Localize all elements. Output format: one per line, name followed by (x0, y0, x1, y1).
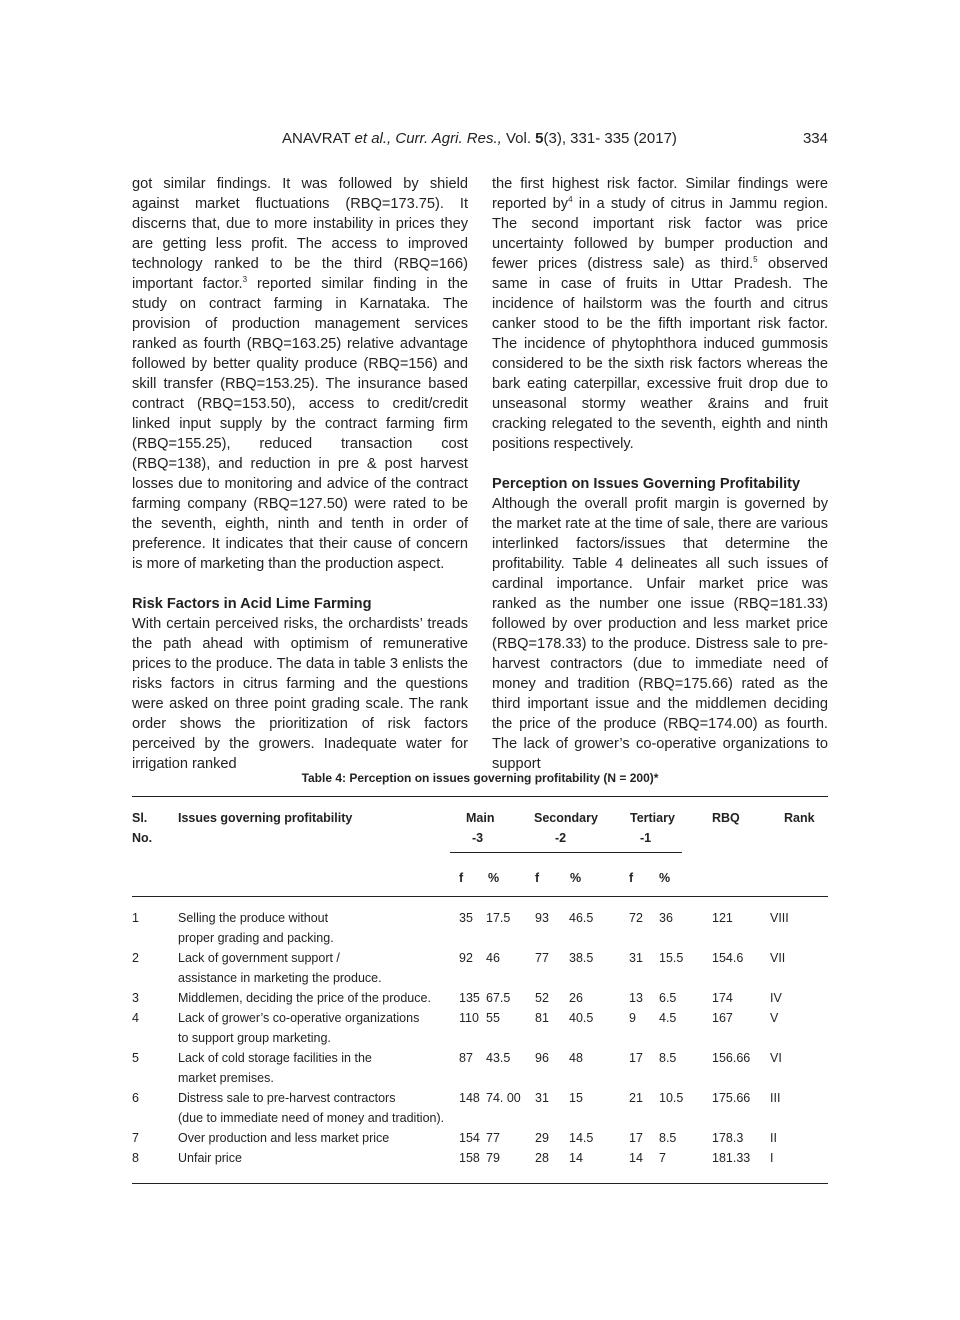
paragraph-gap (132, 574, 468, 594)
header-bottom-rule (132, 896, 828, 897)
row-tertiary-pct: 8.5 (659, 1131, 677, 1145)
row-issue-line: Unfair price (178, 1151, 242, 1165)
row-sl: 6 (132, 1091, 139, 1105)
row-main-f: 35 (459, 911, 473, 925)
row-rank: VII (770, 951, 786, 965)
row-rbq: 181.33 (712, 1151, 751, 1165)
row-sl: 3 (132, 991, 139, 1005)
header-issues: Issues governing profitability (178, 811, 353, 825)
table-top-rule (132, 796, 828, 797)
section-heading-profitability: Perception on Issues Governing Profitability (492, 476, 801, 492)
header-secondary: Secondary (534, 811, 598, 825)
text-run: got similar findings. It was followed by shield against market fluctuations (RBQ=173.75). It discerns that, due to more instability in prices they are getting less profit. The access to improved technology ranked to be the third (RBQ=166) important factor. (132, 176, 468, 292)
row-secondary-f: 52 (535, 991, 549, 1005)
row-secondary-pct: 26 (569, 991, 583, 1005)
row-secondary-pct: 46.5 (569, 911, 594, 925)
page-number: 334 (802, 130, 828, 147)
row-main-f: 135 (459, 991, 480, 1005)
left-paragraph-2: With certain perceived risks, the orchardists’ treads the path ahead with optimism of remunerative prices to the produce. The data in table 3 enlists the risks factors in citrus farming and the questions were asked on three point grading scale. The rank order shows the prioritization of risk factors perceived by the growers. Inadequate water for irrigation ranked (132, 616, 468, 772)
row-tertiary-f: 9 (629, 1011, 636, 1025)
row-tertiary-pct: 7 (659, 1151, 666, 1165)
row-secondary-pct: 14 (569, 1151, 583, 1165)
header-tertiary-pct: % (659, 871, 671, 885)
paragraph-gap (492, 454, 828, 474)
row-main-f: 92 (459, 951, 473, 965)
header-tertiary-f: f (629, 871, 634, 885)
header-sl: Sl. (132, 811, 148, 825)
row-main-f: 154 (459, 1131, 480, 1145)
row-rank: VI (770, 1051, 782, 1065)
row-main-f: 158 (459, 1151, 480, 1165)
row-secondary-pct: 15 (569, 1091, 583, 1105)
text-run: observed same in case of fruits in Uttar Pradesh. The incidence of hailstorm was the fourth and citrus canker stood to be the fifth important risk factor. The incidence of phytophthora induced gummosis considered to be the sixth risk factors whereas the bark eating caterpillar, excessive fruit drop due to unseasonal stormy weather &rains and fruit cracking relegated to the seventh, eighth and ninth positions respectively. (492, 256, 828, 452)
row-secondary-pct: 14.5 (569, 1131, 594, 1145)
right-column (492, 174, 828, 774)
row-rbq: 174 (712, 991, 733, 1005)
text-run: in a study of citrus in Jammu region. The second important risk factor was price uncertainty followed by bumper production and fewer prices (distress sale) as third. (492, 196, 829, 272)
row-secondary-f: 81 (535, 1011, 549, 1025)
text-run: the first highest risk factor. Similar findings were reported by (492, 176, 828, 212)
citation-issue-pages: (3), 331- 335 (2017) (543, 130, 677, 147)
row-issue-line: proper grading and packing. (178, 931, 334, 945)
row-rank: IV (770, 991, 782, 1005)
row-issue-line: Selling the produce without (178, 911, 329, 925)
row-issue-line: market premises. (178, 1071, 274, 1085)
row-secondary-f: 93 (535, 911, 549, 925)
row-tertiary-f: 31 (629, 951, 643, 965)
header-sub-rule (450, 852, 682, 853)
row-issue-line: (due to immediate need of money and tradition). (178, 1111, 445, 1125)
row-rank: II (770, 1131, 777, 1145)
citation-superscript: 4 (568, 195, 573, 205)
row-tertiary-pct: 4.5 (659, 1011, 677, 1025)
header-tertiary-score: -1 (640, 831, 652, 845)
row-sl: 2 (132, 951, 139, 965)
row-main-pct: 46 (486, 951, 500, 965)
journal-citation (282, 129, 677, 149)
row-tertiary-f: 17 (629, 1131, 643, 1145)
row-sl: 5 (132, 1051, 139, 1065)
citation-vol-label: Vol. (501, 130, 536, 147)
row-tertiary-f: 13 (629, 991, 643, 1005)
row-secondary-f: 29 (535, 1131, 549, 1145)
citation-superscript: 5 (753, 255, 758, 265)
table-4 (132, 768, 828, 1165)
row-tertiary-pct: 10.5 (659, 1091, 684, 1105)
row-main-pct: 17.5 (486, 911, 511, 925)
row-secondary-f: 96 (535, 1051, 549, 1065)
row-issue-line: assistance in marketing the produce. (178, 971, 382, 985)
header-main-f: f (459, 871, 464, 885)
row-rbq: 154.6 (712, 951, 744, 965)
row-rbq: 175.66 (712, 1091, 751, 1105)
row-tertiary-f: 14 (629, 1151, 643, 1165)
right-paragraph-1 (492, 174, 828, 454)
header-main-score: -3 (472, 831, 484, 845)
row-issue-line: Distress sale to pre-harvest contractors (178, 1091, 396, 1105)
table-bottom-rule (132, 1183, 828, 1184)
row-main-f: 148 (459, 1091, 480, 1105)
row-rank: V (770, 1011, 779, 1025)
row-main-pct: 67.5 (486, 991, 511, 1005)
row-issue-line: Lack of government support / (178, 951, 340, 965)
header-main: Main (466, 811, 495, 825)
row-tertiary-f: 72 (629, 911, 643, 925)
row-secondary-f: 77 (535, 951, 549, 965)
citation-superscript: 3 (242, 275, 248, 285)
row-sl: 4 (132, 1011, 139, 1025)
header-rbq: RBQ (712, 811, 740, 825)
row-issue-line: Over production and less market price (178, 1131, 390, 1145)
row-secondary-f: 28 (535, 1151, 549, 1165)
row-main-pct: 43.5 (486, 1051, 511, 1065)
row-tertiary-f: 21 (629, 1091, 643, 1105)
row-main-pct: 55 (486, 1011, 500, 1025)
header-secondary-score: -2 (555, 831, 567, 845)
row-main-f: 110 (459, 1011, 479, 1025)
row-rank: VIII (770, 911, 789, 925)
row-main-pct: 77 (486, 1131, 500, 1145)
header-secondary-pct: % (570, 871, 582, 885)
right-paragraph-2: Although the overall profit margin is governed by the market rate at the time of sale, there are various interlinked factors/issues that determine the profitability. Table 4 delineates all such issues of cardinal importance. Unfair market price was ranked as the number one issue (RBQ=181.33) followed by over production and less market price (RBQ=178.33) to the produce. Distress sale to pre-harvest contractors (due to immediate need of money and tradition (RBQ=175.66) rated as the third important issue and the middlemen deciding the price of the produce (RBQ=174.00) as fourth. The lack of grower’s co-operative organizations to support (492, 496, 828, 772)
citation-journal: et al., Curr. Agri. Res., (354, 130, 502, 147)
header-main-pct: % (488, 871, 500, 885)
row-rank: III (770, 1091, 781, 1105)
section-heading-risk-factors: Risk Factors in Acid Lime Farming (132, 596, 372, 612)
row-rbq: 156.66 (712, 1051, 751, 1065)
row-secondary-pct: 38.5 (569, 951, 594, 965)
row-issue-line: to support group marketing. (178, 1031, 331, 1045)
row-rbq: 178.3 (712, 1131, 744, 1145)
row-secondary-pct: 48 (569, 1051, 583, 1065)
header-secondary-f: f (535, 871, 540, 885)
row-tertiary-pct: 6.5 (659, 991, 677, 1005)
citation-volume: 5 (535, 130, 544, 147)
row-main-pct: 74. 00 (486, 1091, 521, 1105)
row-tertiary-pct: 36 (659, 911, 673, 925)
text-run: reported similar finding in the study on contract farming in Karnataka. The provision of production management services ranked as fourth (RBQ=163.25) relative advantage followed by better quality produce (RBQ=156) and skill transfer (RBQ=153.25). The insurance based contract (RBQ=153.50), access to credit/credit linked input supply by the contract farming firm (RBQ=155.25), reduced transaction cost (RBQ=138), and reduction in pre & post harvest losses due to monitoring and advice of the contract farming company (RBQ=127.50) were rated to be the seventh, eighth, ninth and tenth in order of preference. It indicates that their cause of concern is more of marketing than the production aspect. (132, 276, 469, 572)
row-secondary-pct: 40.5 (569, 1011, 594, 1025)
row-issue-line: Lack of cold storage facilities in the (178, 1051, 372, 1065)
left-paragraph-1 (132, 174, 468, 574)
row-rbq: 121 (712, 911, 733, 925)
row-main-f: 87 (459, 1051, 473, 1065)
row-issue-line: Lack of grower’s co-operative organizations (178, 1011, 420, 1025)
row-issue-line: Middlemen, deciding the price of the produce. (178, 991, 431, 1005)
row-tertiary-pct: 15.5 (659, 951, 684, 965)
row-sl: 1 (132, 911, 139, 925)
row-sl: 8 (132, 1151, 139, 1165)
citation-authors: ANAVRAT (282, 130, 355, 147)
header-tertiary: Tertiary (630, 811, 675, 825)
row-rank: I (770, 1151, 774, 1165)
row-tertiary-pct: 8.5 (659, 1051, 677, 1065)
row-secondary-f: 31 (535, 1091, 549, 1105)
row-sl: 7 (132, 1131, 139, 1145)
row-tertiary-f: 17 (629, 1051, 643, 1065)
header-rank: Rank (784, 811, 815, 825)
header-no: No. (132, 831, 153, 845)
row-rbq: 167 (712, 1011, 733, 1025)
table-caption: Table 4: Perception on issues governing profitability (N = 200)* (301, 771, 659, 785)
left-column (132, 174, 468, 774)
row-main-pct: 79 (486, 1151, 500, 1165)
